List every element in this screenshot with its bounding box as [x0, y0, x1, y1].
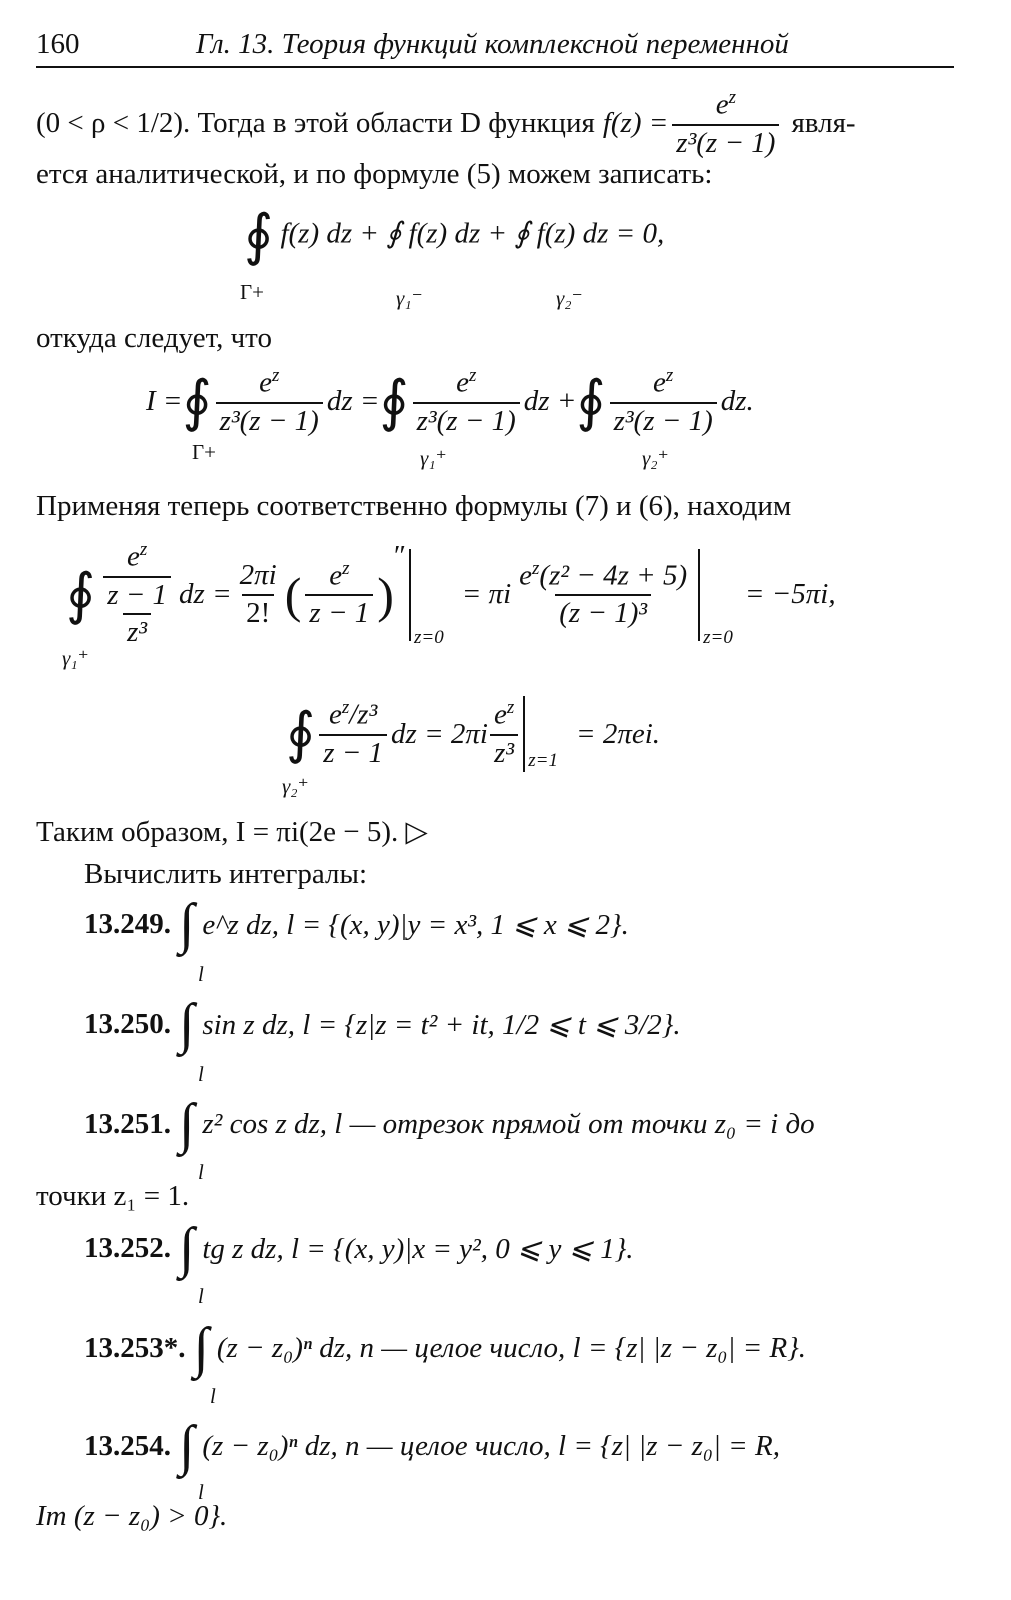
frac-num-sup: z — [506, 697, 515, 719]
eq4-den: z − 1 — [319, 734, 387, 770]
problem-limit: l — [210, 1384, 216, 1408]
contour-integral-sign: ∮ — [66, 563, 96, 626]
eq4-fraction — [319, 698, 387, 769]
problem-body: (z − z₀)ⁿ dz, n — целое число, l = {z| |z − z₀| = R}. — [216, 1331, 807, 1364]
frac-num: e — [328, 698, 342, 731]
problem-continuation: Im (z − z₀) > 0}. — [36, 1500, 228, 1532]
frac-num: e — [259, 366, 272, 399]
equation-4 — [286, 696, 660, 772]
eq1-limit-2: γ₁⁻ — [396, 286, 423, 310]
eq3-coef-num: 2πi — [239, 558, 277, 591]
problem-13-249 — [84, 893, 629, 955]
eq3-mid: = πi — [461, 578, 512, 611]
line1-num-sup: z — [728, 87, 737, 108]
eq3-coef — [236, 560, 281, 630]
contour-integral-sign: ∮ — [379, 370, 409, 433]
eq2-limit-3: γ₂⁺ — [642, 446, 669, 470]
integral-sign: ∫ — [179, 993, 195, 1055]
eq3-paren-fraction — [305, 559, 373, 630]
problem-limit: l — [198, 1160, 204, 1184]
frac-den: z³(z − 1) — [413, 402, 520, 438]
eq4-small-fraction — [490, 698, 518, 769]
frac-num-sup: z — [271, 365, 280, 386]
frac-num-sup: z — [665, 365, 674, 386]
integral-sign: ∫ — [179, 1093, 195, 1155]
evaluation-bar — [409, 549, 411, 641]
problem-body: sin z dz, l = {z|z = t² + it, 1/2 ⩽ t ⩽ 3/2}. — [202, 1008, 681, 1041]
eq3-at-2: z=0 — [703, 627, 733, 649]
eq4-at: z=1 — [528, 750, 558, 771]
eq3-prime: ″ — [393, 540, 407, 572]
eq2-lhs: I = — [146, 385, 183, 418]
eq1-limit-1: Γ+ — [240, 280, 264, 304]
frac-num-sup: z — [342, 557, 350, 579]
eq2-limit-1: Γ+ — [192, 440, 216, 464]
problem-limit: l — [198, 1480, 204, 1504]
problem-13-251 — [84, 1093, 815, 1155]
eq3-compound-fraction — [99, 540, 175, 649]
text-line-4: Применяя теперь соответственно формулы (7) и (6), находим — [36, 490, 792, 522]
integral-sign: ∫ — [193, 1317, 209, 1379]
frac-den: z³(z − 1) — [610, 402, 717, 438]
problem-limit: l — [198, 1062, 204, 1086]
problem-13-250 — [84, 993, 681, 1055]
eq4-num: /z³ — [349, 698, 378, 731]
eq3-result: = −5πi, — [744, 578, 836, 611]
eq4-dz: dz = 2πi — [391, 717, 488, 750]
eq2-fraction-2 — [413, 366, 520, 437]
frac-num-sup: z — [532, 557, 540, 579]
problem-13-252 — [84, 1217, 634, 1279]
running-title: Гл. 13. Теория функций комплексной переменной — [196, 28, 789, 60]
frac-num: e — [653, 366, 666, 399]
eq4-fden: z³ — [490, 734, 518, 770]
eq1-body: f(z) dz + ∮ f(z) dz + ∮ f(z) dz = 0, — [280, 217, 665, 250]
eq4-limit: γ₂⁺ — [282, 774, 309, 798]
eq2-dz-1: dz = — [326, 385, 380, 418]
problem-number: 13.251. — [84, 1107, 171, 1140]
problem-continuation: точки z₁ = 1. — [36, 1180, 190, 1212]
frac-num: e — [329, 559, 343, 592]
equation-2 — [146, 366, 754, 437]
frac-num-sup: z — [468, 365, 477, 386]
frac-num: e — [126, 540, 140, 573]
text-line-5: Таким образом, I = πi(2e − 5). ▷ — [36, 816, 428, 848]
problem-number: 13.250. — [84, 1007, 171, 1040]
eq3-den2: (z − 1)³ — [555, 594, 651, 630]
equation-3: ∮ $\frac{\frac{e^z}{z - 1}}{\text{z³}}$ dz = $\frac{2\pi i}{2!}$ ( $\frac{e^z}{z - 1}$ ) ″ z=0 = πi $\frac{e^z(z^2 - 4z + 5)}{\text{(z − 1)³}}$ z=0 = −5πi, — [66, 539, 836, 649]
eq2-dz-3: dz. — [720, 385, 754, 418]
problem-body: tg z dz, l = {(x, y)|x = y², 0 ⩽ y ⩽ 1}. — [202, 1232, 634, 1265]
eq4-fnum: e — [494, 698, 507, 731]
problem-body: z² cos z dz, l — отрезок прямой от точки z₀ = i до — [202, 1107, 815, 1140]
line1-end: явля- — [791, 107, 856, 140]
page-number: 160 — [36, 28, 80, 60]
problem-number: 13.254. — [84, 1429, 171, 1462]
line1-den: z³(z − 1) — [672, 124, 779, 160]
contour-integral-sign: ∮ — [182, 370, 212, 433]
contour-integral-sign: ∮ — [244, 205, 274, 267]
evaluation-bar — [523, 696, 525, 772]
frac-num: e — [456, 366, 469, 399]
line1-num: e — [715, 88, 729, 121]
problem-13-253 — [84, 1317, 807, 1379]
line1-start: (0 < ρ < 1/2). Тогда в этой области D функция — [36, 107, 595, 140]
text-line-2: ется аналитической, и по формуле (5) можем записать: — [36, 158, 713, 190]
line1-func: f(z) = — [602, 107, 669, 140]
integral-sign: ∫ — [179, 893, 195, 955]
problem-number: 13.253*. — [84, 1331, 186, 1364]
eq3-at-1: z=0 — [414, 627, 444, 649]
contour-integral-sign: ∮ — [576, 370, 606, 433]
eq3-fraction-2 — [515, 559, 691, 630]
eq4-result: = 2πei. — [576, 717, 661, 750]
eq2-fraction-1 — [216, 366, 323, 437]
problem-limit: l — [198, 962, 204, 986]
problem-number: 13.252. — [84, 1231, 171, 1264]
integral-sign: ∫ — [179, 1415, 195, 1477]
eq3-dz: dz = — [179, 578, 232, 611]
problem-body: (z − z₀)ⁿ dz, n — целое число, l = {z| |z − z₀| = R, — [202, 1429, 780, 1462]
eq3-num2: (z² − 4z + 5) — [539, 559, 688, 592]
frac-den: z³(z − 1) — [216, 402, 323, 438]
eq3-limit: γ₁⁺ — [62, 646, 89, 670]
evaluation-bar — [698, 549, 700, 641]
eq3-inner-num: z − 1 — [103, 576, 171, 612]
frac-num: e — [519, 559, 533, 592]
problem-13-254 — [84, 1415, 780, 1477]
header-rule — [36, 66, 954, 68]
eq2-fraction-3 — [610, 366, 717, 437]
text-line-6: Вычислить интегралы: — [84, 858, 368, 890]
integral-sign: ∫ — [179, 1217, 195, 1279]
eq1-limit-3: γ₂⁻ — [556, 286, 583, 310]
frac-num-sup: z — [341, 697, 350, 719]
frac-num-sup: z — [139, 539, 148, 560]
eq2-limit-2: γ₁⁺ — [420, 446, 447, 470]
eq2-dz-2: dz + — [523, 385, 577, 418]
contour-integral-sign: ∮ — [286, 703, 316, 765]
text-line-3: откуда следует, что — [36, 322, 272, 354]
eq3-outer-den: z³ — [123, 613, 151, 649]
problem-limit: l — [198, 1284, 204, 1308]
line1-fraction — [672, 88, 779, 159]
problem-number: 13.249. — [84, 907, 171, 940]
equation-1 — [244, 205, 665, 267]
text-line-1 — [36, 88, 856, 159]
eq3-paren-den: z − 1 — [305, 594, 373, 630]
problem-body: e^z dz, l = {(x, y)|y = x³, 1 ⩽ x ⩽ 2}. — [202, 908, 629, 941]
eq3-coef-den: 2! — [242, 594, 274, 630]
